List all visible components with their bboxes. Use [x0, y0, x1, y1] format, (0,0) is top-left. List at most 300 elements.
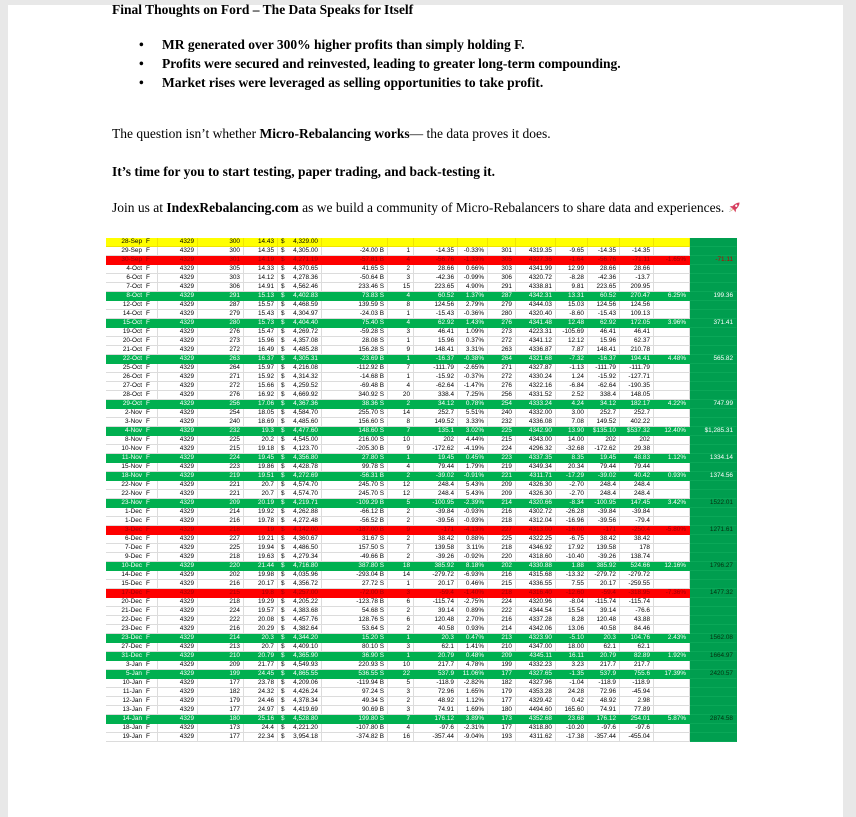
cell-cumulative-pct: 12.16% — [654, 562, 690, 571]
cell-index-diff: 8.35 — [556, 454, 588, 463]
cell-baseline: 4329 — [158, 292, 198, 301]
table-row — [106, 562, 737, 571]
cell-baseline: 4329 — [158, 355, 198, 364]
cell-cumulative-pct — [654, 535, 690, 544]
cell-shares: 300 — [198, 247, 244, 256]
cell-cumulative-pct — [654, 598, 690, 607]
cell-cumulative-profit — [690, 436, 737, 445]
cell-cumulative-pct — [654, 580, 690, 589]
cell-trade-qty: 12 — [388, 490, 414, 499]
cell-baseline: 4329 — [158, 328, 198, 337]
join-site-name: IndexRebalancing.com — [166, 199, 299, 215]
cell-gain-loss-side: -24.00 B — [322, 247, 388, 256]
cell-date: 23-Dec F — [106, 634, 158, 643]
cell-index-diff: 12.48 — [556, 319, 588, 328]
cell-cumulative-pct — [654, 481, 690, 490]
cell-shares: 177 — [198, 679, 244, 688]
cell-cumulative-profit: 565.82 — [690, 355, 737, 364]
cell-cumulative-profit — [690, 508, 737, 517]
cell-new-shares: 209 — [488, 481, 516, 490]
cell-index-value: 4316.40 — [516, 589, 556, 598]
cell-new-shares: 218 — [488, 517, 516, 526]
cell-date: 25-Oct F — [106, 364, 158, 373]
cell-date: 17-Dec F — [106, 589, 158, 598]
cell-price: 20.29 — [244, 625, 278, 634]
cell-date: 28-Oct F — [106, 391, 158, 400]
table-row — [106, 238, 737, 247]
cell-new-shares: 291 — [488, 283, 516, 292]
cell-baseline: 4329 — [158, 256, 198, 265]
cell-realized-value: -59.4 — [588, 589, 620, 598]
cell-new-shares: 219 — [488, 463, 516, 472]
cell-new-shares: 209 — [488, 652, 516, 661]
cell-running-total: 62.37 — [620, 337, 654, 346]
cell-position-value: $ 4,344.20 — [278, 634, 322, 643]
cell-gain-loss-side: 27.72 S — [322, 580, 388, 589]
cell-baseline: 4329 — [158, 553, 198, 562]
cell-realized-value: 120.48 — [588, 616, 620, 625]
cell-index-value: 4327.36 — [516, 256, 556, 265]
cell-cumulative-pct: 5.87% — [654, 715, 690, 724]
cell-cumulative-pct: 17.39% — [654, 670, 690, 679]
cell-index-diff: -2.70 — [556, 490, 588, 499]
cell-position-value: $ 4,205.22 — [278, 598, 322, 607]
cell-new-shares: 214 — [488, 499, 516, 508]
cell-index-diff: -6.84 — [556, 382, 588, 391]
cell-price: 19.51 — [244, 472, 278, 481]
cell-index-diff: -8.28 — [556, 274, 588, 283]
cell-price: 24.97 — [244, 706, 278, 715]
table-row — [106, 409, 737, 418]
table-row — [106, 634, 737, 643]
cell-running-total — [620, 238, 654, 247]
cell-position-value: $ 4,219.71 — [278, 499, 322, 508]
cell-cumulative-pct — [654, 616, 690, 625]
cell-date: 6-Dec F — [106, 535, 158, 544]
cell-baseline: 4329 — [158, 643, 198, 652]
table-row — [106, 571, 737, 580]
table-row — [106, 598, 737, 607]
cell-new-shares: 218 — [488, 589, 516, 598]
cell-date: 14-Jan F — [106, 715, 158, 724]
cell-index-diff: 23.68 — [556, 715, 588, 724]
cell-index-value: 4320.66 — [516, 499, 556, 508]
cell-shares: 210 — [198, 652, 244, 661]
cell-running-total: 28.66 — [620, 265, 654, 274]
cell-date: 18-Nov F — [106, 472, 158, 481]
cell-shares: 223 — [198, 463, 244, 472]
cell-trade-pct: -1.33% — [458, 256, 488, 265]
cell-index-value: 4343.00 — [516, 436, 556, 445]
cell-cumulative-profit: 371.41 — [690, 319, 737, 328]
cell-index-diff: 2.52 — [556, 391, 588, 400]
cell-cumulative-profit — [690, 310, 737, 319]
cell-new-shares: 216 — [488, 571, 516, 580]
table-row — [106, 382, 737, 391]
cell-shares: 273 — [198, 337, 244, 346]
cell-realized-value: 46.41 — [588, 328, 620, 337]
cell-gain-loss-side: -112.92 B — [322, 364, 388, 373]
cell-price: 19.21 — [244, 535, 278, 544]
cell-cumulative-profit — [690, 706, 737, 715]
cell-date: 20-Dec F — [106, 598, 158, 607]
cell-cumulative-profit — [690, 346, 737, 355]
cell-trade-value: 60.52 — [414, 292, 458, 301]
cell-gain-loss-side: -69.48 B — [322, 382, 388, 391]
cell-date: 27-Oct F — [106, 382, 158, 391]
cell-trade-qty: 14 — [388, 409, 414, 418]
cell-gain-loss-side: 245.70 S — [322, 490, 388, 499]
cell-position-value: $ 4,528.80 — [278, 715, 322, 724]
cell-trade-pct: 3.89% — [458, 715, 488, 724]
cell-trade-value: 135.1 — [414, 427, 458, 436]
cell-trade-pct: -0.92% — [458, 553, 488, 562]
cell-new-shares: 199 — [488, 661, 516, 670]
cell-cumulative-profit — [690, 544, 737, 553]
cell-trade-value: 176.12 — [414, 715, 458, 724]
cell-index-value: 4353.28 — [516, 688, 556, 697]
cell-cumulative-profit — [690, 337, 737, 346]
cell-gain-loss-side: 90.69 B — [322, 706, 388, 715]
cell-index-diff: -5.10 — [556, 634, 588, 643]
cell-gain-loss-side: -66.12 B — [322, 508, 388, 517]
cell-date: 23-Nov F — [106, 499, 158, 508]
cell-realized-value: -100.95 — [588, 499, 620, 508]
cell-position-value: $ 4,383.68 — [278, 607, 322, 616]
join-pre: Join us at — [112, 199, 167, 215]
cell-index-value: 4337.28 — [516, 616, 556, 625]
cell-cumulative-profit — [690, 283, 737, 292]
cell-trade-pct: 3.31% — [458, 346, 488, 355]
cell-running-total: 29.38 — [620, 445, 654, 454]
cell-realized-value: -118.9 — [588, 679, 620, 688]
cell-date: 15-Oct F — [106, 319, 158, 328]
cell-new-shares: 202 — [488, 562, 516, 571]
cell-gain-loss-side: 41.65 S — [322, 265, 388, 274]
cell-index-value: 4344.03 — [516, 301, 556, 310]
cell-trade-pct: 5.43% — [458, 490, 488, 499]
cell-trade-pct: 4.90% — [458, 283, 488, 292]
cell-date: 30-Sep F — [106, 256, 158, 265]
cell-cumulative-profit — [690, 616, 737, 625]
cell-cumulative-pct — [654, 391, 690, 400]
cell-baseline: 4329 — [158, 310, 198, 319]
cell-running-total: 178 — [620, 544, 654, 553]
table-row — [106, 697, 737, 706]
cell-index-value: 4223.31 — [516, 328, 556, 337]
cell-price: 20.08 — [244, 616, 278, 625]
cell-trade-value: 48.92 — [414, 697, 458, 706]
cell-position-value: $ 4,485.28 — [278, 346, 322, 355]
cell-baseline: 4329 — [158, 427, 198, 436]
cell-trade-qty: 4 — [388, 319, 414, 328]
cell-price: 20.19 — [244, 499, 278, 508]
cell-price: 16.92 — [244, 391, 278, 400]
cell-date: 31-Dec F — [106, 652, 158, 661]
cell-cumulative-pct — [654, 337, 690, 346]
cell-cumulative-profit: -71.11 — [690, 256, 737, 265]
cell-baseline: 4329 — [158, 445, 198, 454]
cell-shares: 279 — [198, 310, 244, 319]
cell-new-shares: 218 — [488, 544, 516, 553]
table-row — [106, 490, 737, 499]
cell-cumulative-profit: 1562.08 — [690, 634, 737, 643]
cell-position-value: $ 4,457.76 — [278, 616, 322, 625]
cell-index-value: 4331.52 — [516, 391, 556, 400]
cell-price: 15.47 — [244, 328, 278, 337]
cell-price: 19 — [244, 526, 278, 535]
cell-trade-qty: 1 — [388, 580, 414, 589]
cell-trade-value: 537.9 — [414, 670, 458, 679]
cell-running-total: 84.46 — [620, 625, 654, 634]
cell-index-diff: 12.99 — [556, 265, 588, 274]
cell-index-diff: -12.60 — [556, 589, 588, 598]
cell-position-value: $ 4,356.72 — [278, 580, 322, 589]
cell-trade-qty: 9 — [388, 346, 414, 355]
cell-shares: 218 — [198, 598, 244, 607]
cell-position-value: $ 4,486.50 — [278, 544, 322, 553]
cell-trade-qty: 3 — [388, 328, 414, 337]
cell-cumulative-profit — [690, 274, 737, 283]
cell-position-value: $ 4,216.08 — [278, 364, 322, 373]
cell-position-value: $ 4,304.97 — [278, 310, 322, 319]
cell-price: 19.78 — [244, 517, 278, 526]
cell-new-shares: 180 — [488, 706, 516, 715]
cell-position-value: $ 4,574.70 — [278, 490, 322, 499]
cell-shares: 177 — [198, 733, 244, 742]
cell-index-value: 4336.87 — [516, 346, 556, 355]
cell-price: 22.34 — [244, 733, 278, 742]
cell-cumulative-profit — [690, 661, 737, 670]
cell-position-value: $ 4,305.00 — [278, 247, 322, 256]
cell-realized-value: 62.92 — [588, 319, 620, 328]
cell-index-value: 4332.00 — [516, 409, 556, 418]
cell-gain-loss-side: -24.03 B — [322, 310, 388, 319]
cell-realized-value: -62.64 — [588, 382, 620, 391]
cell-new-shares: 220 — [488, 553, 516, 562]
cell-baseline: 4329 — [158, 364, 198, 373]
join-post: as we build a community of Micro-Rebalancers to share data and experiences. — [298, 199, 728, 215]
cell-realized-value: 223.65 — [588, 283, 620, 292]
cell-realized-value: -39.56 — [588, 517, 620, 526]
cell-new-shares: 276 — [488, 319, 516, 328]
cell-trade-value: 74.91 — [414, 706, 458, 715]
cell-baseline: 4329 — [158, 697, 198, 706]
cell-cumulative-pct — [654, 301, 690, 310]
table-row — [106, 544, 737, 553]
cell-cumulative-profit — [690, 625, 737, 634]
cell-shares: 280 — [198, 319, 244, 328]
cell-new-shares: 225 — [488, 535, 516, 544]
cell-realized-value: 74.91 — [588, 706, 620, 715]
cell-index-value: 4321.68 — [516, 355, 556, 364]
table-row — [106, 301, 737, 310]
cell-trade-value: 15.96 — [414, 337, 458, 346]
cell-cumulative-profit: 199.36 — [690, 292, 737, 301]
cell-index-value: 4330.88 — [516, 562, 556, 571]
cell-running-total: 252.7 — [620, 409, 654, 418]
cell-price: 20.17 — [244, 580, 278, 589]
cell-date: 9-Dec F — [106, 553, 158, 562]
cell-date: 28-Sep F — [106, 238, 158, 247]
cell-running-total: -250.4 — [620, 526, 654, 535]
cell-price: 20.3 — [244, 634, 278, 643]
cell-price: 15.43 — [244, 310, 278, 319]
cell-shares: 227 — [198, 535, 244, 544]
cell-gain-loss-side: 199.80 S — [322, 715, 388, 724]
cell-index-value: 4318.80 — [516, 724, 556, 733]
cell-trade-qty: 9 — [388, 445, 414, 454]
cell-position-value: $ 4,035.96 — [278, 571, 322, 580]
cell-realized-value: 248.4 — [588, 481, 620, 490]
cell-trade-value: 62.1 — [414, 643, 458, 652]
cell-realized-value: -42.36 — [588, 274, 620, 283]
cell-trade-pct: 5.51% — [458, 409, 488, 418]
cell-cumulative-profit — [690, 301, 737, 310]
cell-date: 21-Oct F — [106, 346, 158, 355]
cell-gain-loss-side: 245.70 S — [322, 481, 388, 490]
cell-gain-loss-side: 220.93 S — [322, 661, 388, 670]
cell-trade-qty: 4 — [388, 463, 414, 472]
cell-trade-value: -14.35 — [414, 247, 458, 256]
cell-index-diff: 17.92 — [556, 544, 588, 553]
cell-gain-loss-side: -14.68 B — [322, 373, 388, 382]
cell-realized-value: -56.76 — [588, 256, 620, 265]
cell-shares: 254 — [198, 409, 244, 418]
cell-date: 18-Jan F — [106, 724, 158, 733]
cell-price: 15.13 — [244, 292, 278, 301]
cell-date: 15-Dec F — [106, 580, 158, 589]
cell-trade-value: 40.58 — [414, 625, 458, 634]
cell-new-shares: 280 — [488, 310, 516, 319]
trade-log-spreadsheet — [106, 238, 737, 742]
cell-running-total: 43.88 — [620, 616, 654, 625]
cell-gain-loss-side: 73.83 S — [322, 292, 388, 301]
cell-position-value: $ 4,428.78 — [278, 463, 322, 472]
cell-shares: 182 — [198, 688, 244, 697]
cell-running-total: -39.84 — [620, 508, 654, 517]
cell-date: 4-Oct F — [106, 265, 158, 274]
cell-running-total: -455.04 — [620, 733, 654, 742]
cell-cumulative-profit — [690, 679, 737, 688]
cell-cumulative-pct: 3.42% — [654, 499, 690, 508]
cell-cumulative-pct — [654, 697, 690, 706]
table-row — [106, 454, 737, 463]
cell-cumulative-profit — [690, 535, 737, 544]
table-row — [106, 679, 737, 688]
table-row — [106, 616, 737, 625]
cell-trade-pct: 2.79% — [458, 301, 488, 310]
cell-price: 20.79 — [244, 652, 278, 661]
cell-trade-qty: 2 — [388, 265, 414, 274]
cell-price: 14.35 — [244, 247, 278, 256]
cell-index-value: 4341.48 — [516, 319, 556, 328]
cell-new-shares: 193 — [488, 733, 516, 742]
cell-cumulative-pct — [654, 364, 690, 373]
table-row — [106, 589, 737, 598]
table-row — [106, 346, 737, 355]
cell-index-value: 4320.72 — [516, 274, 556, 283]
cell-cumulative-pct — [654, 643, 690, 652]
cell-cumulative-pct — [654, 265, 690, 274]
cell-cumulative-pct: 6.25% — [654, 292, 690, 301]
cell-trade-pct: 4.44% — [458, 436, 488, 445]
cell-index-value: 4346.92 — [516, 544, 556, 553]
cell-index-value: 4320.40 — [516, 310, 556, 319]
cell-trade-value: -172.62 — [414, 445, 458, 454]
cell-trade-qty: 2 — [388, 553, 414, 562]
table-row — [106, 292, 737, 301]
cell-position-value: $ 4,221.20 — [278, 724, 322, 733]
cell-trade-value: -97.6 — [414, 724, 458, 733]
cell-trade-value: -59.4 — [414, 589, 458, 598]
cell-gain-loss-side: -59.28 S — [322, 328, 388, 337]
cell-trade-pct: -0.36% — [458, 310, 488, 319]
cell-baseline: 4329 — [158, 283, 198, 292]
cell-trade-pct: -2.75% — [458, 598, 488, 607]
cell-index-value: 4313.00 — [516, 526, 556, 535]
cell-shares: 256 — [198, 400, 244, 409]
cell-shares: 300 — [198, 238, 244, 247]
cell-trade-value: 248.4 — [414, 481, 458, 490]
cell-cumulative-profit: 1477.32 — [690, 589, 737, 598]
cell-index-diff: 16.11 — [556, 652, 588, 661]
cell-new-shares: 256 — [488, 391, 516, 400]
cell-trade-qty: 10 — [388, 436, 414, 445]
cell-shares: 199 — [198, 670, 244, 679]
cell-position-value: $ 4,262.88 — [278, 508, 322, 517]
cell-realized-value: -39.84 — [588, 508, 620, 517]
cell-running-total: -79.4 — [620, 517, 654, 526]
cell-realized-value: 38.42 — [588, 535, 620, 544]
cell-trade-value: 385.92 — [414, 562, 458, 571]
cell-running-total: 755.6 — [620, 670, 654, 679]
cell-shares: 225 — [198, 436, 244, 445]
cell-position-value: $ 4,716.80 — [278, 562, 322, 571]
cell-trade-value: -62.64 — [414, 382, 458, 391]
cell-position-value: $ 4,278.36 — [278, 274, 322, 283]
cell-trade-qty: 15 — [388, 283, 414, 292]
table-row — [106, 319, 737, 328]
cell-gain-loss-side: 156.60 S — [322, 418, 388, 427]
cell-trade-pct: 3.33% — [458, 418, 488, 427]
cell-date: 4-Nov F — [106, 427, 158, 436]
cell-cumulative-profit — [690, 391, 737, 400]
cell-date: 8-Oct F — [106, 292, 158, 301]
cell-index-diff: -1.35 — [556, 670, 588, 679]
question-post: — the data proves it does. — [409, 125, 551, 141]
cell-price: 14.91 — [244, 283, 278, 292]
cell-price: 20.7 — [244, 490, 278, 499]
cell-realized-value: 124.56 — [588, 301, 620, 310]
cell-shares: 225 — [198, 544, 244, 553]
cell-shares: 216 — [198, 580, 244, 589]
cell-cumulative-profit — [690, 598, 737, 607]
cell-realized-value: -15.92 — [588, 373, 620, 382]
cell-trade-value: 148.41 — [414, 346, 458, 355]
cell-realized-value: 217.7 — [588, 661, 620, 670]
table-row — [106, 553, 737, 562]
cell-new-shares: 263 — [488, 346, 516, 355]
cell-price: 14.19 — [244, 256, 278, 265]
cell-realized-value — [588, 238, 620, 247]
cell-new-shares: 177 — [488, 670, 516, 679]
cell-trade-value: -15.43 — [414, 310, 458, 319]
cell-baseline: 4329 — [158, 337, 198, 346]
cell-baseline: 4329 — [158, 535, 198, 544]
cell-realized-value: -172.62 — [588, 445, 620, 454]
cell-new-shares: 279 — [488, 301, 516, 310]
